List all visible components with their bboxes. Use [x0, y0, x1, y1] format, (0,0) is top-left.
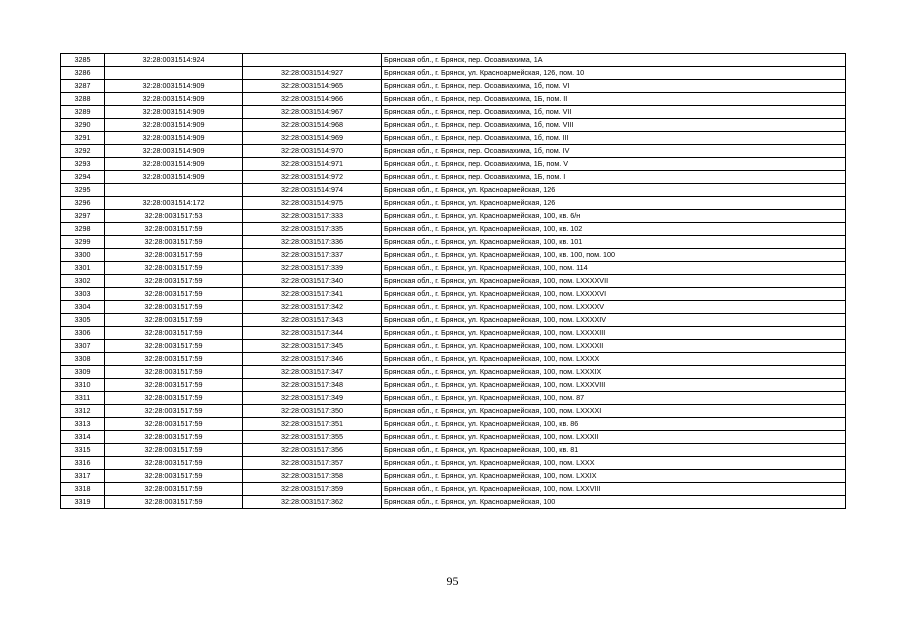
cadastral-number-cell: 32:28:0031517:342	[243, 301, 382, 314]
cadastral-number-cell: 32:28:0031517:347	[243, 366, 382, 379]
parent-cadastral-number-cell: 32:28:0031514:909	[105, 80, 243, 93]
cadastral-number-cell: 32:28:0031517:343	[243, 314, 382, 327]
parent-cadastral-number-cell: 32:28:0031517:59	[105, 275, 243, 288]
address-cell: Брянская обл., г. Брянск, ул. Красноармейская, 100, пом. LXXXX	[382, 353, 846, 366]
address-cell: Брянская обл., г. Брянск, ул. Красноармейская, 100, кв. 101	[382, 236, 846, 249]
cadastral-number-cell: 32:28:0031517:340	[243, 275, 382, 288]
table-row	[61, 340, 846, 353]
row-number-cell: 3302	[61, 275, 105, 288]
parent-cadastral-number-cell: 32:28:0031517:59	[105, 444, 243, 457]
table-row	[61, 431, 846, 444]
row-number-cell: 3286	[61, 67, 105, 80]
cadastral-number-cell: 32:28:0031514:967	[243, 106, 382, 119]
address-cell: Брянская обл., г. Брянск, ул. Красноармейская, 100, пом. LXXXXI	[382, 405, 846, 418]
cadastral-number-cell: 32:28:0031514:971	[243, 158, 382, 171]
row-number-cell: 3319	[61, 496, 105, 509]
address-cell: Брянская обл., г. Брянск, ул. Красноармейская, 100, кв. 102	[382, 223, 846, 236]
table-row	[61, 54, 846, 67]
row-number-cell: 3298	[61, 223, 105, 236]
address-cell: Брянская обл., г. Брянск, ул. Красноармейская, 126, пом. 10	[382, 67, 846, 80]
table-row	[61, 288, 846, 301]
parent-cadastral-number-cell: 32:28:0031514:924	[105, 54, 243, 67]
row-number-cell: 3285	[61, 54, 105, 67]
cadastral-number-cell: 32:28:0031517:339	[243, 262, 382, 275]
cadastral-number-cell: 32:28:0031517:337	[243, 249, 382, 262]
address-cell: Брянская обл., г. Брянск, ул. Красноармейская, 100, кв. 86	[382, 418, 846, 431]
row-number-cell: 3294	[61, 171, 105, 184]
cadastral-number-cell: 32:28:0031514:968	[243, 119, 382, 132]
table-row	[61, 366, 846, 379]
table-row	[61, 119, 846, 132]
table-row	[61, 93, 846, 106]
row-number-cell: 3301	[61, 262, 105, 275]
address-cell: Брянская обл., г. Брянск, ул. Красноармейская, 100, кв. 100, пом. 100	[382, 249, 846, 262]
registry-table-body	[61, 54, 846, 509]
row-number-cell: 3299	[61, 236, 105, 249]
cadastral-number-cell: 32:28:0031514:927	[243, 67, 382, 80]
parent-cadastral-number-cell	[105, 184, 243, 197]
row-number-cell: 3305	[61, 314, 105, 327]
row-number-cell: 3304	[61, 301, 105, 314]
parent-cadastral-number-cell: 32:28:0031517:59	[105, 379, 243, 392]
address-cell: Брянская обл., г. Брянск, пер. Осоавиахима, 1б, пом. IV	[382, 145, 846, 158]
table-row	[61, 184, 846, 197]
parent-cadastral-number-cell: 32:28:0031517:59	[105, 288, 243, 301]
cadastral-number-cell: 32:28:0031517:356	[243, 444, 382, 457]
table-row	[61, 197, 846, 210]
row-number-cell: 3312	[61, 405, 105, 418]
table-row	[61, 353, 846, 366]
row-number-cell: 3296	[61, 197, 105, 210]
cadastral-number-cell: 32:28:0031517:355	[243, 431, 382, 444]
cadastral-number-cell: 32:28:0031517:335	[243, 223, 382, 236]
row-number-cell: 3307	[61, 340, 105, 353]
address-cell: Брянская обл., г. Брянск, пер. Осоавиахима, 1б, пом. III	[382, 132, 846, 145]
parent-cadastral-number-cell: 32:28:0031517:59	[105, 405, 243, 418]
table-row	[61, 392, 846, 405]
row-number-cell: 3295	[61, 184, 105, 197]
cadastral-number-cell: 32:28:0031517:333	[243, 210, 382, 223]
address-cell: Брянская обл., г. Брянск, ул. Красноармейская, 100, пом. LXXXXV	[382, 301, 846, 314]
cadastral-number-cell: 32:28:0031514:975	[243, 197, 382, 210]
cadastral-number-cell: 32:28:0031517:336	[243, 236, 382, 249]
address-cell: Брянская обл., г. Брянск, ул. Красноармейская, 126	[382, 184, 846, 197]
row-number-cell: 3297	[61, 210, 105, 223]
address-cell: Брянская обл., г. Брянск, пер. Осоавиахима, 1б, пом. VIII	[382, 119, 846, 132]
table-row	[61, 132, 846, 145]
parent-cadastral-number-cell: 32:28:0031514:909	[105, 119, 243, 132]
address-cell: Брянская обл., г. Брянск, ул. Красноармейская, 100, пом. LXXXXII	[382, 340, 846, 353]
table-row	[61, 379, 846, 392]
address-cell: Брянская обл., г. Брянск, ул. Красноармейская, 100, кв. 81	[382, 444, 846, 457]
address-cell: Брянская обл., г. Брянск, пер. Осоавиахима, 1А	[382, 54, 846, 67]
table-row	[61, 249, 846, 262]
row-number-cell: 3293	[61, 158, 105, 171]
cadastral-number-cell: 32:28:0031517:357	[243, 457, 382, 470]
cadastral-number-cell: 32:28:0031514:974	[243, 184, 382, 197]
table-row	[61, 483, 846, 496]
table-row	[61, 106, 846, 119]
parent-cadastral-number-cell: 32:28:0031517:59	[105, 353, 243, 366]
table-row	[61, 80, 846, 93]
row-number-cell: 3315	[61, 444, 105, 457]
table-row	[61, 327, 846, 340]
parent-cadastral-number-cell: 32:28:0031517:59	[105, 457, 243, 470]
address-cell: Брянская обл., г. Брянск, ул. Красноармейская, 100, пом. 114	[382, 262, 846, 275]
parent-cadastral-number-cell: 32:28:0031514:909	[105, 171, 243, 184]
row-number-cell: 3289	[61, 106, 105, 119]
table-row	[61, 145, 846, 158]
address-cell: Брянская обл., г. Брянск, ул. Красноармейская, 100, пом. LXXXIX	[382, 366, 846, 379]
table-row	[61, 444, 846, 457]
row-number-cell: 3306	[61, 327, 105, 340]
cadastral-number-cell: 32:28:0031514:969	[243, 132, 382, 145]
parent-cadastral-number-cell: 32:28:0031517:59	[105, 392, 243, 405]
parent-cadastral-number-cell: 32:28:0031517:59	[105, 301, 243, 314]
parent-cadastral-number-cell: 32:28:0031517:59	[105, 418, 243, 431]
table-row	[61, 158, 846, 171]
address-cell: Брянская обл., г. Брянск, ул. Красноармейская, 100, пом. LXXXXIV	[382, 314, 846, 327]
row-number-cell: 3287	[61, 80, 105, 93]
row-number-cell: 3309	[61, 366, 105, 379]
address-cell: Брянская обл., г. Брянск, пер. Осоавиахима, 1Б, пом. I	[382, 171, 846, 184]
cadastral-number-cell: 32:28:0031517:344	[243, 327, 382, 340]
table-row	[61, 457, 846, 470]
row-number-cell: 3314	[61, 431, 105, 444]
row-number-cell: 3313	[61, 418, 105, 431]
address-cell: Брянская обл., г. Брянск, ул. Красноармейская, 100, пом. LXXXVIII	[382, 379, 846, 392]
parent-cadastral-number-cell: 32:28:0031514:909	[105, 145, 243, 158]
address-cell: Брянская обл., г. Брянск, ул. Красноармейская, 100, пом. LXXIX	[382, 470, 846, 483]
cadastral-number-cell: 32:28:0031514:972	[243, 171, 382, 184]
page-number: 95	[446, 574, 459, 588]
row-number-cell: 3317	[61, 470, 105, 483]
cadastral-number-cell: 32:28:0031514:965	[243, 80, 382, 93]
row-number-cell: 3291	[61, 132, 105, 145]
parent-cadastral-number-cell: 32:28:0031514:172	[105, 197, 243, 210]
address-cell: Брянская обл., г. Брянск, пер. Осоавиахима, 1Б, пом. V	[382, 158, 846, 171]
table-row	[61, 262, 846, 275]
cadastral-number-cell	[243, 54, 382, 67]
cadastral-number-cell: 32:28:0031517:345	[243, 340, 382, 353]
cadastral-number-cell: 32:28:0031517:349	[243, 392, 382, 405]
parent-cadastral-number-cell: 32:28:0031517:59	[105, 340, 243, 353]
row-number-cell: 3292	[61, 145, 105, 158]
table-row	[61, 470, 846, 483]
row-number-cell: 3316	[61, 457, 105, 470]
parent-cadastral-number-cell: 32:28:0031514:909	[105, 106, 243, 119]
cadastral-number-cell: 32:28:0031517:358	[243, 470, 382, 483]
address-cell: Брянская обл., г. Брянск, ул. Красноармейская, 100, пом. LXXX	[382, 457, 846, 470]
parent-cadastral-number-cell: 32:28:0031517:59	[105, 327, 243, 340]
address-cell: Брянская обл., г. Брянск, ул. Красноармейская, 100, кв. 6/н	[382, 210, 846, 223]
table-row	[61, 223, 846, 236]
address-cell: Брянская обл., г. Брянск, ул. Красноармейская, 100, пом. LXXXII	[382, 431, 846, 444]
cadastral-number-cell: 32:28:0031517:341	[243, 288, 382, 301]
cadastral-number-cell: 32:28:0031517:350	[243, 405, 382, 418]
row-number-cell: 3288	[61, 93, 105, 106]
parent-cadastral-number-cell: 32:28:0031517:59	[105, 431, 243, 444]
table-row	[61, 301, 846, 314]
table-row	[61, 236, 846, 249]
cadastral-registry-table	[60, 53, 846, 509]
address-cell: Брянская обл., г. Брянск, ул. Красноармейская, 100, пом. LXXXXVI	[382, 288, 846, 301]
cadastral-number-cell: 32:28:0031517:362	[243, 496, 382, 509]
parent-cadastral-number-cell: 32:28:0031517:59	[105, 249, 243, 262]
address-cell: Брянская обл., г. Брянск, ул. Красноармейская, 100	[382, 496, 846, 509]
parent-cadastral-number-cell: 32:28:0031517:59	[105, 470, 243, 483]
row-number-cell: 3311	[61, 392, 105, 405]
address-cell: Брянская обл., г. Брянск, ул. Красноармейская, 100, пом. 87	[382, 392, 846, 405]
address-cell: Брянская обл., г. Брянск, пер. Осоавиахима, 1б, пом. VI	[382, 80, 846, 93]
row-number-cell: 3303	[61, 288, 105, 301]
parent-cadastral-number-cell: 32:28:0031517:53	[105, 210, 243, 223]
address-cell: Брянская обл., г. Брянск, ул. Красноармейская, 126	[382, 197, 846, 210]
table-row	[61, 275, 846, 288]
parent-cadastral-number-cell: 32:28:0031517:59	[105, 236, 243, 249]
parent-cadastral-number-cell: 32:28:0031514:909	[105, 132, 243, 145]
row-number-cell: 3310	[61, 379, 105, 392]
address-cell: Брянская обл., г. Брянск, пер. Осоавиахима, 1б, пом. VII	[382, 106, 846, 119]
parent-cadastral-number-cell: 32:28:0031514:909	[105, 93, 243, 106]
cadastral-number-cell: 32:28:0031517:359	[243, 483, 382, 496]
table-row	[61, 314, 846, 327]
parent-cadastral-number-cell: 32:28:0031517:59	[105, 496, 243, 509]
row-number-cell: 3318	[61, 483, 105, 496]
parent-cadastral-number-cell: 32:28:0031517:59	[105, 366, 243, 379]
address-cell: Брянская обл., г. Брянск, ул. Красноармейская, 100, пом. LXXXXVII	[382, 275, 846, 288]
cadastral-number-cell: 32:28:0031514:966	[243, 93, 382, 106]
table-row	[61, 418, 846, 431]
parent-cadastral-number-cell: 32:28:0031517:59	[105, 483, 243, 496]
address-cell: Брянская обл., г. Брянск, ул. Красноармейская, 100, пом. LXXXXIII	[382, 327, 846, 340]
row-number-cell: 3308	[61, 353, 105, 366]
cadastral-number-cell: 32:28:0031514:970	[243, 145, 382, 158]
address-cell: Брянская обл., г. Брянск, пер. Осоавиахима, 1Б, пом. II	[382, 93, 846, 106]
table-row	[61, 67, 846, 80]
parent-cadastral-number-cell: 32:28:0031517:59	[105, 223, 243, 236]
table-row	[61, 405, 846, 418]
parent-cadastral-number-cell: 32:28:0031517:59	[105, 314, 243, 327]
parent-cadastral-number-cell	[105, 67, 243, 80]
row-number-cell: 3290	[61, 119, 105, 132]
parent-cadastral-number-cell: 32:28:0031517:59	[105, 262, 243, 275]
row-number-cell: 3300	[61, 249, 105, 262]
cadastral-number-cell: 32:28:0031517:346	[243, 353, 382, 366]
address-cell: Брянская обл., г. Брянск, ул. Красноармейская, 100, пом. LXXVIII	[382, 483, 846, 496]
cadastral-number-cell: 32:28:0031517:351	[243, 418, 382, 431]
table-row	[61, 210, 846, 223]
table-row	[61, 171, 846, 184]
cadastral-number-cell: 32:28:0031517:348	[243, 379, 382, 392]
parent-cadastral-number-cell: 32:28:0031514:909	[105, 158, 243, 171]
table-row	[61, 496, 846, 509]
